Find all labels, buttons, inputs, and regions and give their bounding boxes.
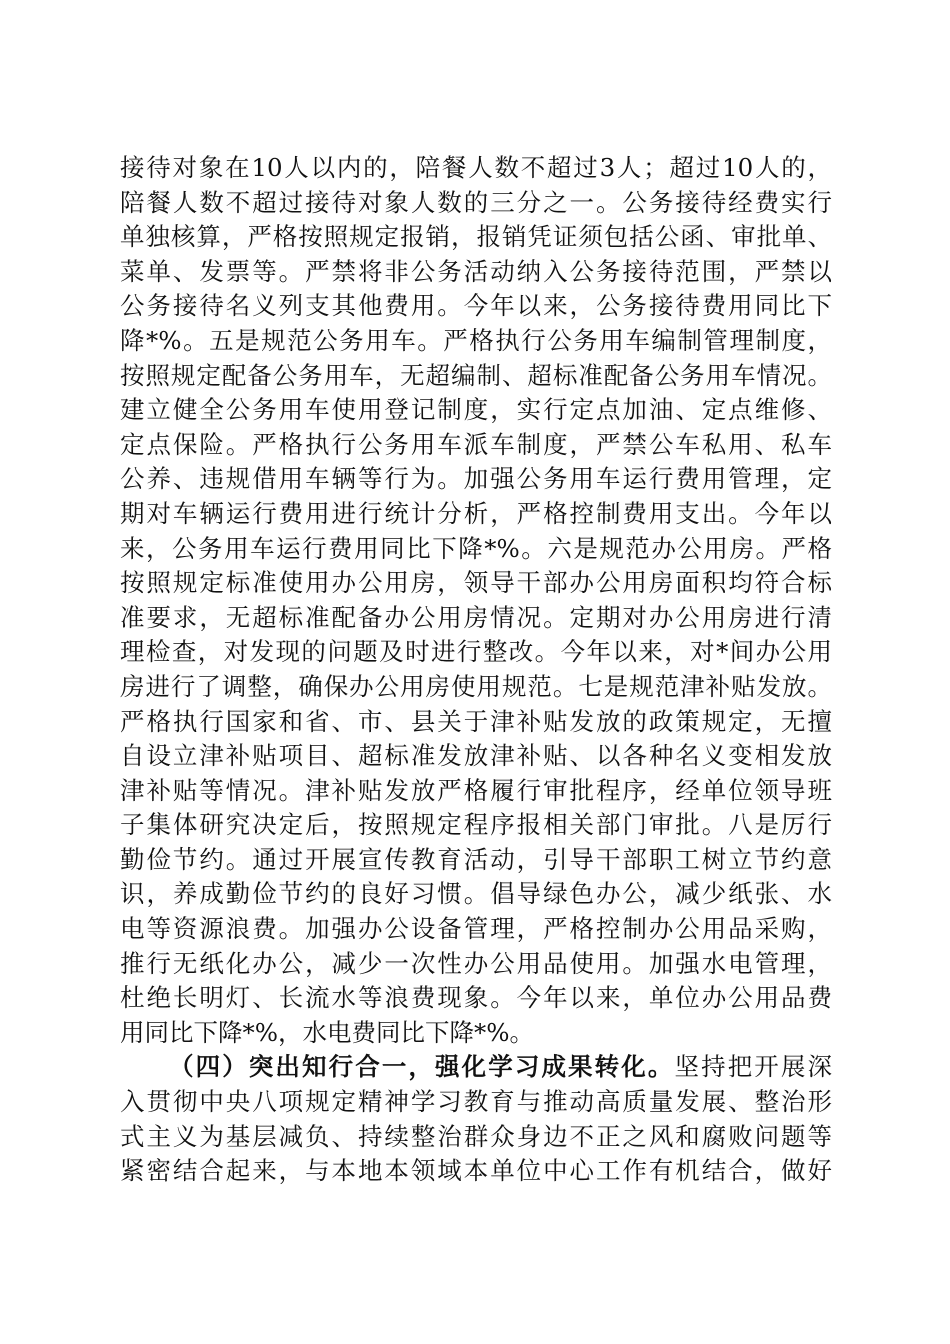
- text-line: 用同比下降*%，水电费同比下降*%。: [120, 1017, 535, 1047]
- paragraph-public-expenses: [120, 151, 832, 1050]
- text-line: 单独核算，严格按照规定报销，报销凭证须包括公函、审批单、: [120, 222, 832, 252]
- text-line: 降*%。五是规范公务用车。严格执行公务用车编制管理制度，: [120, 325, 832, 355]
- text-line: 杜绝长明灯、长流水等浪费现象。今年以来，单位办公用品费: [120, 983, 832, 1013]
- text-line: 接待对象在10人以内的，陪餐人数不超过3人；超过10人的，: [120, 153, 832, 182]
- text-line: 紧密结合起来，与本地本领域本单位中心工作有机结合，做好: [120, 1156, 832, 1186]
- text-line: 期对车辆运行费用进行统计分析，严格控制费用支出。今年以: [120, 498, 832, 528]
- text-line: 津补贴等情况。津补贴发放严格履行审批程序，经单位领导班: [120, 775, 832, 805]
- text-line: 菜单、发票等。严禁将非公务活动纳入公务接待范围，严禁以: [120, 256, 832, 286]
- text-line: 识，养成勤俭节约的良好习惯。倡导绿色办公，减少纸张、水: [120, 879, 832, 909]
- text-line: 子集体研究决定后，按照规定程序报相关部门审批。八是厉行: [120, 810, 832, 840]
- text-line: 按照规定配备公务用车，无超编制、超标准配备公务用车情况。: [120, 360, 832, 390]
- text-line: 电等资源浪费。加强办公设备管理，严格控制办公用品采购，: [120, 914, 832, 944]
- text-line: 公务接待名义列支其他费用。今年以来，公务接待费用同比下: [120, 291, 832, 321]
- text-line: 理检查，对发现的问题及时进行整改。今年以来，对*间办公用: [120, 637, 832, 667]
- text-line: 建立健全公务用车使用登记制度，实行定点加油、定点维修、: [120, 395, 832, 425]
- text-line: 定点保险。严格执行公务用车派车制度，严禁公车私用、私车: [120, 429, 832, 459]
- text-line: 推行无纸化办公，减少一次性办公用品使用。加强水电管理，: [120, 948, 832, 978]
- text-line: 式主义为基层减负、持续整治群众身边不正之风和腐败问题等: [120, 1121, 832, 1151]
- paragraph-section-four: [120, 1050, 832, 1188]
- text-line: 入贯彻中央八项规定精神学习教育与推动高质量发展、整治形: [120, 1087, 832, 1117]
- section-heading: （四）突出知行合一，强化学习成果转化。: [169, 1052, 675, 1082]
- text-line: 陪餐人数不超过接待对象人数的三分之一。公务接待经费实行: [120, 187, 832, 217]
- section-heading-line: [120, 1050, 832, 1085]
- text-line: 严格执行国家和省、市、县关于津补贴发放的政策规定，无擅: [120, 706, 832, 736]
- text-line: 准要求，无超标准配备办公用房情况。定期对办公用房进行清: [120, 602, 832, 632]
- text-line: 公养、违规借用车辆等行为。加强公务用车运行费用管理，定: [120, 464, 832, 494]
- text-line: 按照规定标准使用办公用房，领导干部办公用房面积均符合标: [120, 568, 832, 598]
- document-body: [120, 151, 832, 1189]
- text-line: 勤俭节约。通过开展宣传教育活动，引导干部职工树立节约意: [120, 844, 832, 874]
- text-line: 自设立津补贴项目、超标准发放津补贴、以各种名义变相发放: [120, 741, 832, 771]
- text-line: 来，公务用车运行费用同比下降*%。六是规范办公用房。严格: [120, 533, 832, 563]
- text-line: 房进行了调整，确保办公用房使用规范。七是规范津补贴发放。: [120, 671, 832, 701]
- section-body-start: 坚持把开展深: [674, 1052, 833, 1082]
